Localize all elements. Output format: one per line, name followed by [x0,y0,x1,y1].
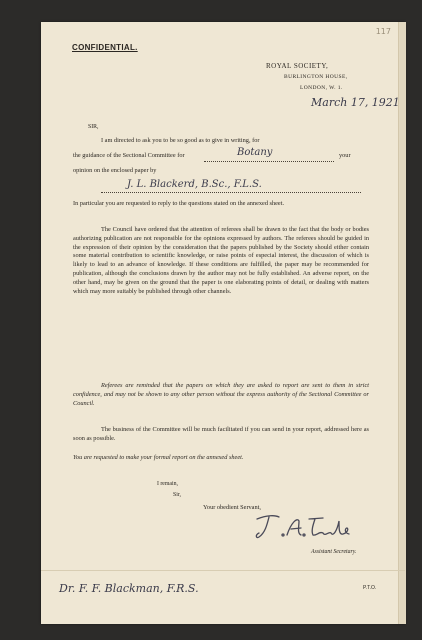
intro-line2-prefix: the guidance of the Sectional Committee for [73,152,185,159]
fold-line [41,570,405,571]
paragraph-business: The business of the Committee will be much facilitated if you can send in your report, addressed here as soon as possible. [73,426,369,442]
confidential-heading: CONFIDENTIAL. [72,43,138,52]
org-name: ROYAL SOCIETY, [266,62,329,70]
letter-page [41,22,405,624]
paragraph-confidence: Referees are reminded that the papers on which they are asked to report are sent to them in strict confidence, and may not be shown to any other person without the express authority of the Sectional Committee or Council. [73,382,369,407]
page-edge [398,22,406,624]
paragraph-council: The Council have ordered that the attention of referees shall be drawn to the fact that the body or bodies authorizing publication are not responsible for the opinions expressed by authors. The referees should be guided in the expression of their opinion by the consideration that the papers published by the Society should either contain some material contribution to scientific knowledge, or raise points of especial interest, the discussion of which is likely to lead to an advance of knowledge. If these conditions are fulfilled, the paper may be recommended for publication, although the conclusions drawn by the author may not be fully established. An adverse report, on the other hand, may be given on the ground that the paper is one elaborating points of detail, or dealing with matters which may more suitably be published through other channels. [73,226,369,295]
paper-author: J. L. Blackerd, B.Sc., F.L.S. [127,179,262,190]
committee-rule [204,161,334,162]
addressee-handwritten: Dr. F. F. Blackman, F.R.S. [59,582,199,595]
signature-image [253,509,357,545]
intro-line2-suffix: your [339,152,351,159]
address-line2: LONDON, W. 1. [300,85,343,91]
closing-remain: I remain, [157,481,178,487]
committee-name: Botany [237,147,273,158]
pencil-page-number: 117 [375,27,391,36]
intro-line3: opinion on the enclosed paper by [73,167,157,174]
paragraph-formal-report: You are requested to make your formal report on the annexed sheet. [73,454,244,461]
paragraph-questions: In particular you are requested to reply to the questions stated on the annexed sheet. [73,200,285,207]
address-line1: BURLINGTON HOUSE, [284,74,348,80]
intro-line1: I am directed to ask you to be so good as to give in writing, for [101,137,260,144]
signer-title: Assistant Secretary. [311,549,357,555]
closing-sir: Sir, [173,492,181,498]
author-rule [101,192,361,193]
handwritten-date: March 17, 1921 [311,96,400,109]
closing-servant: Your obedient Servant, [203,504,261,511]
pto-note: P.T.O. [363,585,377,591]
salutation: SIR, [88,124,99,130]
